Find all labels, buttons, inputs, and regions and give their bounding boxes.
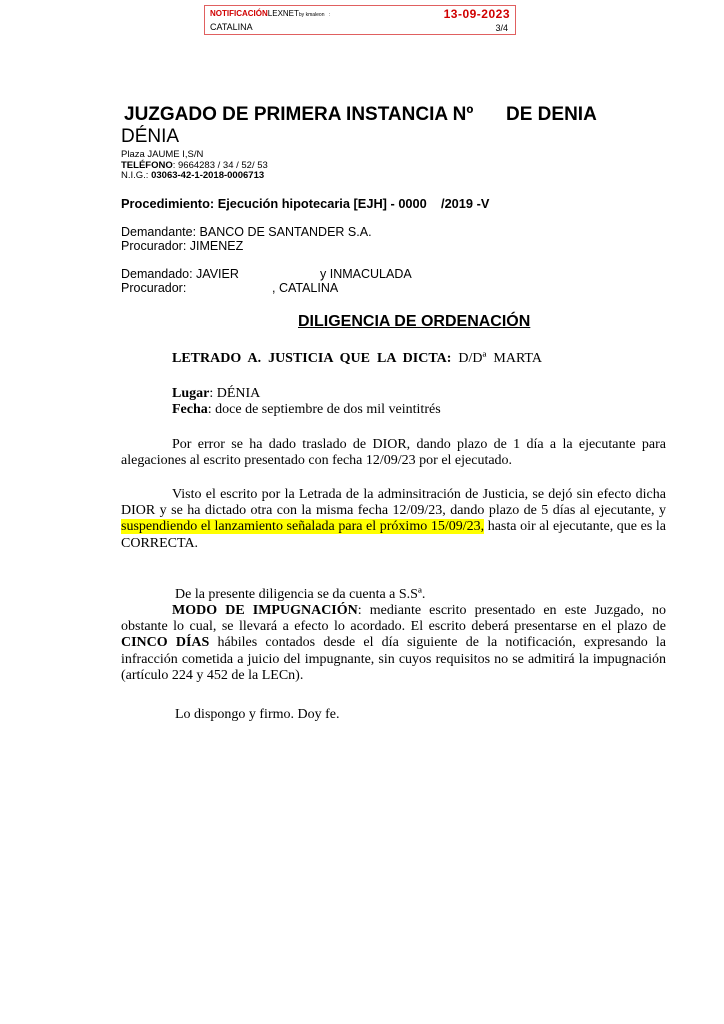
nig-value: 03063-42-1-2018-0006713 (151, 170, 265, 181)
nig-label: N.I.G.: (121, 170, 152, 181)
phone-value: : 9664283 / 34 / 52/ 53 (172, 160, 268, 171)
court-title-main: JUZGADO DE PRIMERA INSTANCIA Nº (124, 104, 474, 125)
date-value: : doce de septiembre de dos mil veintitrés (207, 402, 441, 417)
notification-recipient: CATALINA (210, 22, 253, 32)
notification-source (210, 9, 330, 18)
place-line (172, 386, 260, 402)
paragraph-error (121, 437, 666, 469)
defendant-attorney-name: , CATALINA (272, 281, 339, 295)
highlighted-suspension: suspendiendo el lanzamiento señalada para el próximo 15/09/23, (121, 519, 485, 535)
impugnation-deadline: CINCO DÍAS (121, 635, 210, 651)
paragraph-error-text: Por error se ha dado traslado de DIOR, dando plazo de 1 día a la ejecutante para alegaciones al escrito presentado con fecha 12/09/23 por el ejecutado. (121, 437, 666, 469)
closing-line: Lo dispongo y firmo. Doy fe. (175, 707, 340, 722)
paragraph-impugnation (121, 603, 666, 684)
notification-label: NOTIFICACIÓN (210, 9, 268, 18)
court-title (124, 104, 473, 126)
procedure-line: Procedimiento: Ejecución hipotecaria [EJH] - 0000 /2019 -V (121, 196, 490, 211)
court-city: DÉNIA (121, 126, 180, 147)
place-label: Lugar (172, 386, 210, 401)
plaintiff-attorney-line: Procurador: JIMENEZ (121, 239, 244, 253)
notification-date: 13-09-2023 (443, 7, 510, 21)
notification-separator: : (328, 12, 331, 18)
defendant-name-a: Demandado: JAVIER (121, 267, 239, 281)
date-line (172, 402, 441, 418)
paragraph-suspension-b: hasta oir al ejecutante, que es la CORRECTA. (121, 519, 667, 551)
notification-by: by kmaleon (298, 12, 325, 18)
notification-stamp (204, 5, 516, 35)
impugnation-text-a: : mediante escrito presentado en este Juzgado, no obstante lo cual, se llevará a efecto lo acordado. El escrito deberá presentarse en el plazo de (121, 603, 667, 635)
plaintiff-line: Demandante: BANCO DE SANTANDER S.A. (121, 225, 372, 239)
defendant-attorney-label: Procurador: (121, 281, 187, 295)
phone-label: TELÉFONO (121, 160, 173, 171)
paragraph-suspension (121, 487, 666, 552)
impugnation-label: MODO DE IMPUGNACIÓN (172, 603, 358, 618)
court-nig (121, 171, 264, 181)
impugnation-text-b: hábiles contados desde el día siguiente de la notificación, expresando la infracción cometida a juicio del impugnante, sin cuyos requisitos no se admitirá la impugnación (artículo 224 y 452 de la LECn). (121, 635, 667, 683)
defendant-name-b: y INMACULADA (320, 267, 412, 281)
notification-system: LEXNET (267, 9, 299, 18)
paragraph-account: De la presente diligencia se da cuenta a S.Sª. (175, 587, 426, 602)
court-title-suffix: DE DENIA (506, 104, 597, 125)
paragraph-suspension-a: Visto el escrito por la Letrada de la adminsitración de Justicia, se dejó sin efecto dicha DIOR y se ha dictado otra con la misma fecha 12/09/23, dando plazo de 5 días al ejecutante, y (121, 487, 666, 519)
clerk-value: D/Dª MARTA (458, 351, 542, 366)
court-address: Plaza JAUME I,S/N (121, 149, 204, 160)
date-label: Fecha (172, 402, 208, 417)
clerk-line (172, 351, 542, 367)
place-value: : DÉNIA (209, 386, 261, 401)
page-number: 3/4 (495, 23, 508, 33)
document-heading: DILIGENCIA DE ORDENACIÓN (298, 313, 531, 330)
clerk-label: LETRADO A. JUSTICIA QUE LA DICTA: (172, 351, 452, 366)
